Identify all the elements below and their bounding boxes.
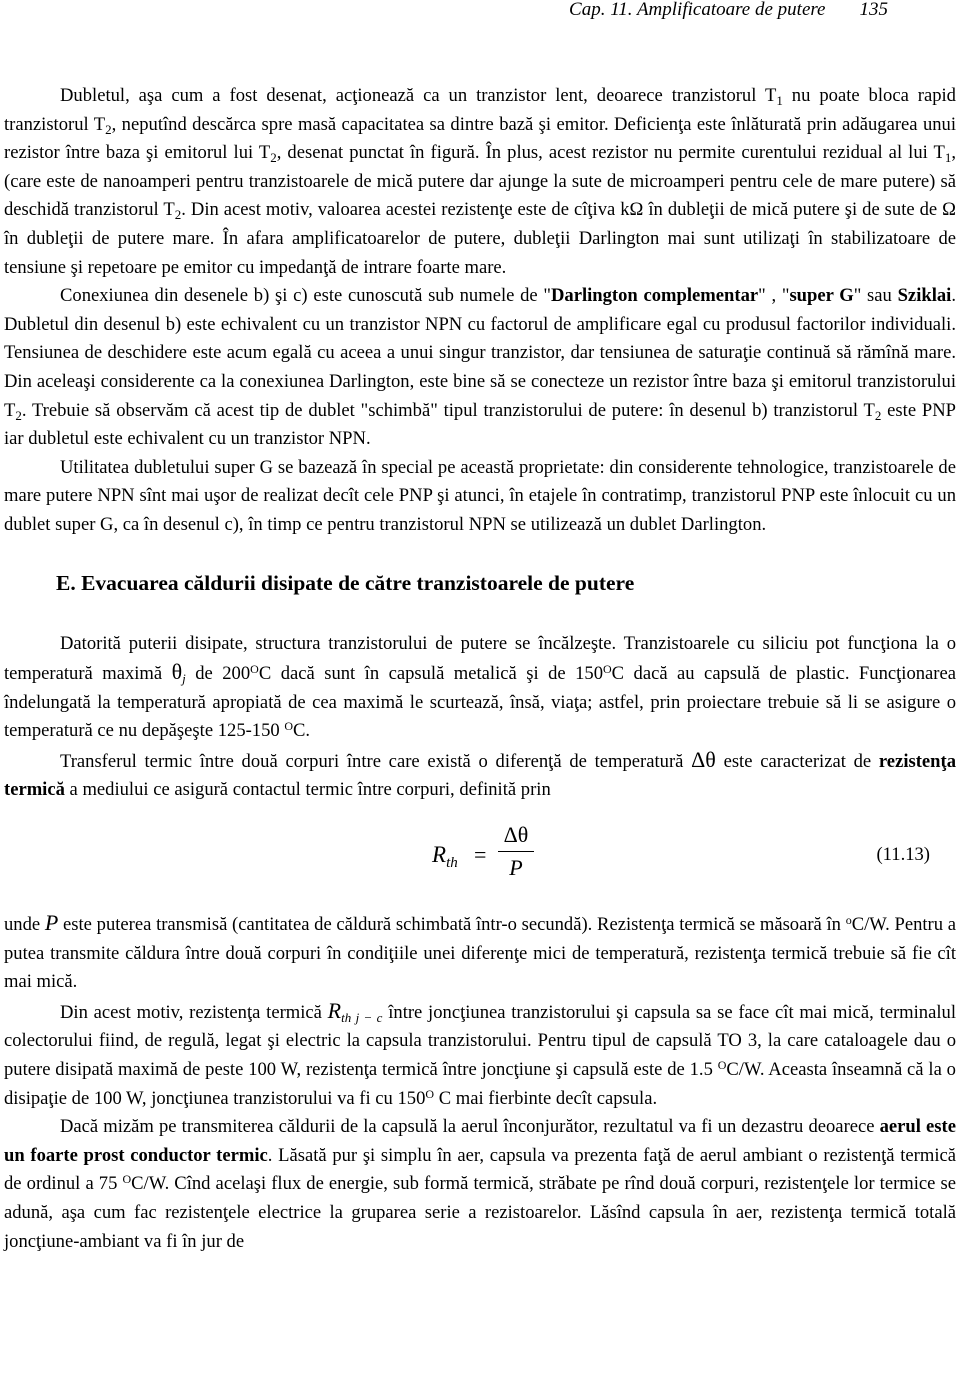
section-heading-e: E. Evacuarea căldurii disipate de către tranzistoarele de putere <box>56 570 635 595</box>
paragraph-temperatura: Datorită puterii disipate, structura tranzistorului de putere se încălzeşte. Tranzistoarele cu siliciu pot funcţiona la o temperatură maximă $\theta_j$ de $200^OC$ dacă sunt în capsulă metalică şi de $150^OC$ dacă au capsulă de plastic. Funcţionarea îndelungată la temperatură apropiată de cea maximă le scurtează, însă, viaţa; astfel, prin proiectare trebuie să li se asigure o temperatură ce nu depăşeşte 125-150 $^O$C. <box>4 632 956 742</box>
page-number: 135 <box>859 0 888 20</box>
equation-number: (11.13) <box>876 844 930 866</box>
formula-lhs: $R_{th}$ <box>432 842 458 872</box>
paragraph-super-g: Utilitatea dubletului super G se bazează în special pe această proprietate: din considerente tehnologice, tranzistoarele de mare putere NPN sînt mai uşor de realizat decît cele PNP şi atunci, în etajele în contratimp, tranzistorul PNP este înlocuit cu un dublet super G, ca în desenul c), în timp ce pentru tranzistorul NPN se utilizează un dublet Darlington. <box>4 456 956 535</box>
paragraph-transfer-termic: Transferul termic între două corpuri între care există o diferenţă de temperatură Δθ este caracterizat de rezistenţa termică a mediului ce asigură contactul termic între corpuri, definită prin <box>4 746 956 801</box>
formula-fraction <box>498 821 534 882</box>
page-body <box>4 82 956 1256</box>
paragraph-rth-jc: Din acest motiv, rezistenţa termică $R_{th j - c}$ între joncţiunea tranzistorului şi capsula sa se face cît mai mică, terminalul colectorului fiind, de regulă, legat şi electric la capsula tranzistorului. Pentru tipul de capsulă TO 3, la care cataloagele dau o putere disipată maximă de peste 100 W, rezistenţa termică între joncţiune şi capsulă este de 1.5 $^O$C/W. Aceasta înseamnă că la o disipaţie de 100 W, joncţiunea tranzistorului va fi cu $150^O$ C mai fierbinte decît capsula. <box>4 997 956 1109</box>
paragraph-dublet-lent: Dubletul, aşa cum a fost desenat, acţionează ca un tranzistor lent, deoarece tranzistorul $T_1$ nu poate bloca rapid tranzistorul $T_2$, neputînd descărca spre masă capacitatea sa dintre bază şi emitor. Deficienţa este înlăturată prin adăugarea unui rezistor între baza şi emitorul lui $T_2$, desenat punctat în figură. În plus, acest rezistor nu permite curentului rezidual al lui $T_1$, (care este de nanoamperi pentru tranzistoarele de mică putere dar ajunge la sute de microamperi pentru cele de mare putere) să deschidă tranzistorul $T_2$. Din acest motiv, valoarea acestei rezistenţe este de cîţiva kΩ în dubleţii de mică putere şi de sute de Ω în dubleţii de putere mare. În afara amplificatoarelor de putere, dubleţii Darlington mai sunt utilizaţi în stabilizatoare de tensiune şi repetoare pe emitor cu impedanţă de intrare foarte mare. <box>4 85 957 278</box>
page-header <box>569 0 888 20</box>
paragraph-aer-ambiant: Dacă mizăm pe transmiterea căldurii de la capsulă la aerul înconjurător, rezultatul va fi un dezastru deoarece aerul este un foarte prost conductor termic. Lăsată pur şi simplu în aer, capsula va prezenta faţă de aerul ambiant o rezistenţă termică de ordinul a 75 $^O$C/W. Cînd acelaşi flux de energie, sub formă termică, străbate pe rînd două corpuri, rezistenţele lor termice se adună, aşa cum fac rezistenţele electrice la gruparea serie a rezistoarelor. Lăsînd capsula în aer, rezistenţa termică totală joncţiune-ambiant va fi în jur de <box>4 1116 957 1252</box>
formula-numerator: Δθ <box>503 822 529 848</box>
paragraph-unde-p: unde P este puterea transmisă (cantitatea de căldură schimbată într-o secundă). Rezistenţa termică se măsoară în $^o$C/W. Pentru a putea transmite căldura între două corpuri în condiţiile unei diferenţe mici de temperatură, rezistenţa termică trebuie să fie cît mai mică. <box>4 910 956 993</box>
fraction-bar <box>498 851 534 852</box>
formula-denominator: P <box>509 855 523 881</box>
equation-11-13 <box>4 819 956 905</box>
formula-equals: = <box>474 842 487 868</box>
paragraph-darlington-complementar: Conexiunea din desenele b) şi c) este cunoscută sub numele de "Darlington complementar" , "super G" sau Sziklai. Dubletul din desenul b) este echivalent cu un tranzistor NPN cu factorul de amplificare egal cu produsul factorilor individuali. Tensiunea de deschidere este acum egală cu aceea a unui singur tranzistor, dar tensiunea de saturaţie continuă să rămînă mare. Din aceleaşi considerente ca la conexiunea Darlington, este bine să se conecteze un rezistor între baza şi emitorul tranzistorului $T_2$. Trebuie să observăm că acest tip de dublet "schimbă" tipul tranzistorului de putere: în desenul b) tranzistorul $T_2$ este PNP iar dubletul este echivalent cu un tranzistor NPN. <box>4 285 956 450</box>
chapter-title: Cap. 11. Amplificatoare de putere <box>569 0 826 20</box>
